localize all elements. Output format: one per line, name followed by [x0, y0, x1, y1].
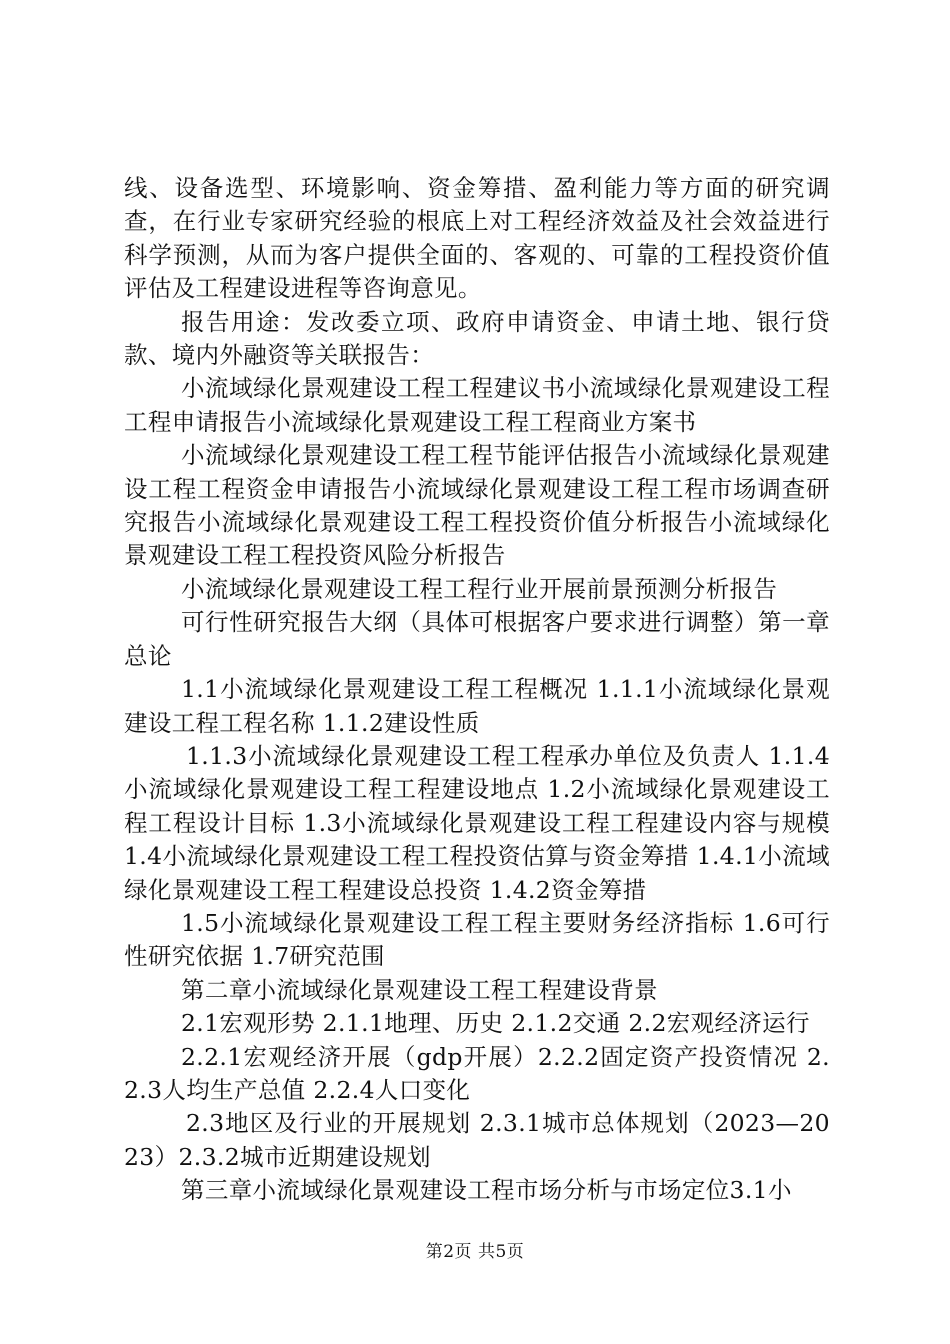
paragraph-5: 小流域绿化景观建设工程工程行业开展前景预测分析报告 — [181, 574, 778, 603]
paragraph-2: 报告用途：发改委立项、政府申请资金、申请土地、银行贷款、境内外融资等关联报告： — [124, 307, 830, 370]
paragraph-13: 2.3地区及行业的开展规划 2.3.1城市总体规划（2023—2023）2.3.2城市近期建设规划 — [124, 1109, 830, 1171]
paragraph-7: 1.1小流域绿化景观建设工程工程概况 1.1.1小流域绿化景观建设工程工程名称 1.1.2建设性质 — [124, 675, 830, 737]
document-body — [124, 172, 830, 1208]
paragraph-10: 第二章小流域绿化景观建设工程工程建设背景 — [181, 975, 658, 1004]
paragraph-14: 第三章小流域绿化景观建设工程市场分析与市场定位3.1小 — [181, 1176, 792, 1205]
paragraph-11: 2.1宏观形势 2.1.1地理、历史 2.1.2交通 2.2宏观经济运行 — [181, 1009, 810, 1038]
paragraph-9: 1.5小流域绿化景观建设工程工程主要财务经济指标 1.6可行性研究依据 1.7研究范围 — [124, 908, 830, 971]
paragraph-6: 可行性研究报告大纲（具体可根据客户要求进行调整）第一章总论 — [124, 608, 830, 670]
page-number-footer: 第2页 共5页 — [425, 1242, 525, 1262]
paragraph-12: 2.2.1宏观经济开展（gdp开展）2.2.2固定资产投资情况 2.2.3人均生产总值 2.2.4人口变化 — [124, 1042, 830, 1104]
paragraph-3: 小流域绿化景观建设工程工程建议书小流域绿化景观建设工程工程申请报告小流域绿化景观建设工程工程商业方案书 — [124, 374, 830, 436]
paragraph-4: 小流域绿化景观建设工程工程节能评估报告小流域绿化景观建设工程工程资金申请报告小流域绿化景观建设工程工程市场调查研究报告小流域绿化景观建设工程工程投资价值分析报告小流域绿化景观建设工程工程投资风险分析报告 — [124, 441, 830, 570]
paragraph-1: 线、设备选型、环境影响、资金筹措、盈利能力等方面的研究调查，在行业专家研究经验的根底上对工程经济效益及社会效益进行科学预测，从而为客户提供全面的、客观的、可靠的工程投资价值评估及工程建设进程等咨询意见。 — [124, 174, 830, 303]
paragraph-8: 1.1.3小流域绿化景观建设工程工程承办单位及负责人 1.1.4小流域绿化景观建设工程工程建设地点 1.2小流域绿化景观建设工程工程设计目标 1.3小流域绿化景观建设工程工程建设内容与规模 1.4小流域绿化景观建设工程工程投资估算与资金筹措 1.4.1小流域绿化景观建设工程工程建设总投资 1.4.2资金筹措 — [124, 741, 830, 904]
